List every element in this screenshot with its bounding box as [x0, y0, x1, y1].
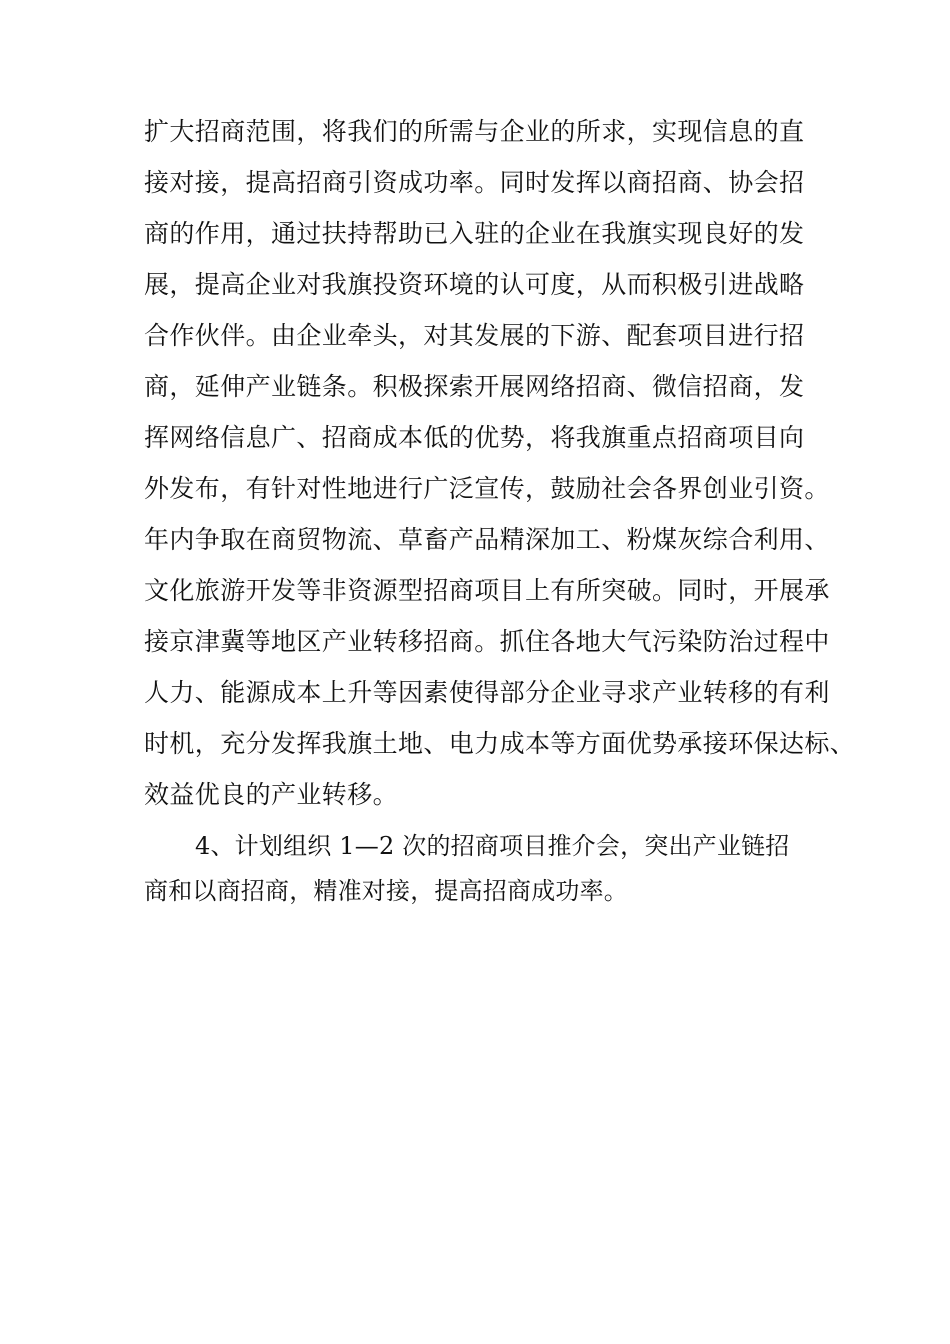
paragraph-1-line-11: 接京津冀等地区产业转移招商。抓住各地大气污染防治过程中 — [144, 627, 830, 656]
paragraph-1-line-1: 扩大招商范围，将我们的所需与企业的所求，实现信息的直 — [144, 117, 805, 146]
paragraph-1-line-12: 人力、能源成本上升等因素使得部分企业寻求产业转移的有利 — [144, 678, 830, 707]
paragraph-1-line-13: 时机，充分发挥我旗土地、电力成本等方面优势承接环保达标、 — [144, 729, 856, 758]
paragraph-2-line-1: 4、计划组织 1—2 次的招商项目推介会，突出产业链招 — [195, 832, 790, 860]
paragraph-1-line-4: 展，提高企业对我旗投资环境的认可度，从而积极引进战略 — [144, 270, 805, 299]
paragraph-1-line-6: 商，延伸产业链条。积极探索开展网络招商、微信招商，发 — [144, 372, 805, 401]
paragraph-1-line-3: 商的作用，通过扶持帮助已入驻的企业在我旗实现良好的发 — [144, 219, 805, 248]
paragraph-1-line-9: 年内争取在商贸物流、草畜产品精深加工、粉煤灰综合利用、 — [144, 525, 830, 554]
paragraph-1-line-2: 接对接，提高招商引资成功率。同时发挥以商招商、协会招 — [144, 168, 805, 197]
paragraph-1-line-5: 合作伙伴。由企业牵头，对其发展的下游、配套项目进行招 — [144, 321, 805, 350]
paragraph-2-line-2: 商和以商招商，精准对接，提高招商成功率。 — [144, 877, 628, 905]
paragraph-1-line-8: 外发布，有针对性地进行广泛宣传，鼓励社会各界创业引资。 — [144, 474, 830, 503]
paragraph-1-line-10: 文化旅游开发等非资源型招商项目上有所突破。同时，开展承 — [144, 576, 830, 605]
paragraph-1-line-7: 挥网络信息广、招商成本低的优势，将我旗重点招商项目向 — [144, 423, 805, 452]
paragraph-1-line-14: 效益优良的产业转移。 — [144, 780, 399, 809]
